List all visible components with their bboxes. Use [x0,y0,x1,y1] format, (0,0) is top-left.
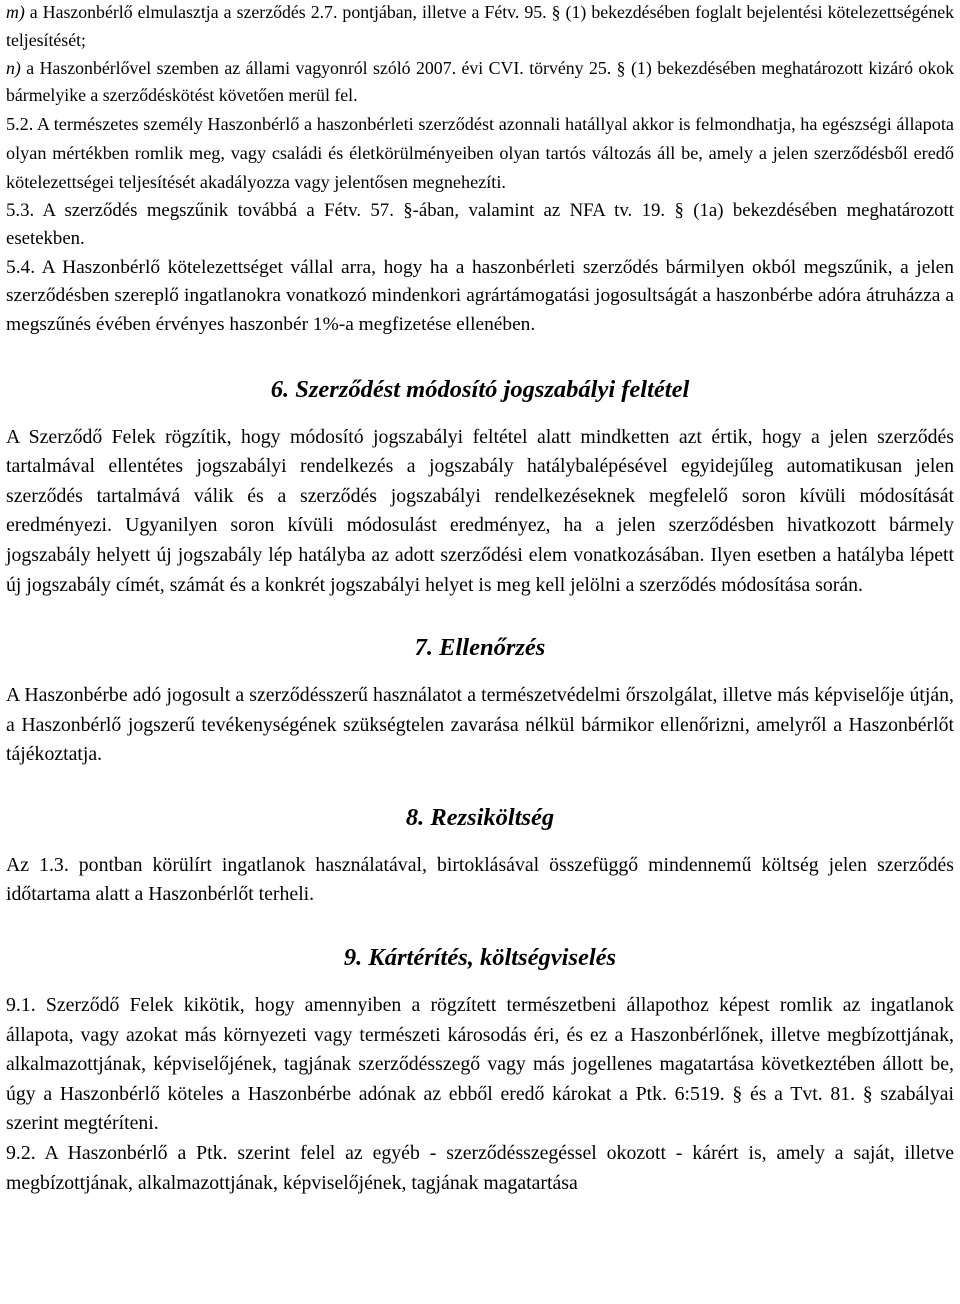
document-page [6,0,954,1198]
paragraph-9-2: 9.2. A Haszonbérlő a Ptk. szerint felel az egyéb - szerződésszegéssel okozott - kárért is, amely a saját, illetve megbízottjának, alkalmazottjának, képviselőjének, tagjának magatartása [6,1142,954,1194]
paragraph-5-2: 5.2. A természetes személy Haszonbérlő a haszonbérleti szerződést azonnali hatállyal akkor is felmondhatja, ha egészségi állapota olyan mértékben romlik meg, vagy családi és életkörülményeiben olyan tartós változás áll be, amely a jelen szerződésből eredő kötelezettségei teljesítését akadályozza vagy jelentősen megnehezíti. [6,114,954,192]
paragraph-5-4: 5.4. A Haszonbérlő kötelezettséget vállal arra, hogy ha a haszonbérleti szerződés bármilyen okból megszűnik, a jelen szerződésben szereplő ingatlanokra vonatkozó mindenkori agrártámogatási jogosultságát a haszonbérbe adóra átruházza a megszűnés évében érvényes haszonbér 1%-a megfizetése ellenében. [6,256,954,335]
list-item-m [6,0,954,55]
list-item-m-label: m) [6,2,25,22]
paragraph-9-1: 9.1. Szerződő Felek kikötik, hogy amennyiben a rögzített természetbeni állapothoz képest romlik az ingatlanok állapota, vagy azokat más környezeti vagy természeti károsodás éri, és ez a Haszonbérlőnek, illetve megbízottjának, alkalmazottjának, képviselőjének, tagjának szerződésszegő vagy más jogellenes magatartása következtében állott be, úgy a Haszonbérlő köteles a Haszonbérbe adónak az ebből eredő károkat a Ptk. 6:519. § és a Tvt. 81. § szabályai szerint megtéríteni. [6,994,954,1135]
section-8-text: Az 1.3. pontban körülírt ingatlanok használatával, birtoklásával összefüggő mindennemű költség jelen szerződés időtartama alatt a Haszonbérlőt terheli. [6,853,954,906]
section-7-text: A Haszonbérbe adó jogosult a szerződésszerű használatot a természetvédelmi őrszolgálat, illetve más képviselője útján, a Haszonbérlő jogszerű tevékenységének szükségtelen zavarása nélkül bármikor ellenőrizni, amelyről a Haszonbérlőt tájékoztatja. [6,684,954,766]
section-9-heading: 9. Kártérítés, költségviselés [343,944,617,972]
list-item-n [6,55,954,111]
section-6-heading: 6. Szerződést módosító jogszabályi feltétel [270,375,690,403]
paragraph-5-3: 5.3. A szerződés megszűnik továbbá a Fétv. 57. §-ában, valamint az NFA tv. 19. § (1a) bekezdésében meghatározott esetekben. [6,199,954,250]
list-item-m-text: a Haszonbérlő elmulasztja a szerződés 2.7. pontjában, illetve a Fétv. 95. § (1) bekezdésében foglalt bejelentési kötelezettségének teljesítését; [6,2,954,50]
section-6-text: A Szerződő Felek rögzítik, hogy módosító jogszabályi feltétel alatt mindketten azt értik, hogy a jelen szerződés tartalmával ellentétes jogszabályi rendelkezés a jogszabály hatálybalépésével egyidejűleg automatikusan jelen szerződés tartalmává válik és a szerződés jogszabályi rendelkezéseknek megfelelő soron kívüli módosítását eredményezi. Ugyanilyen soron kívüli módosulást eredményez, ha a jelen szerződésben hivatkozott bármely jogszabály helyett új jogszabály lép hatályba az adott szerződési elem vonatkozásában. Ilyen esetben a hatályba lépett új jogszabály címét, számát és a konkrét jogszabályi helyet is meg kell jelölni a szerződés módosítása során. [6,425,954,596]
list-item-n-text: a Haszonbérlővel szemben az állami vagyonról szóló 2007. évi CVI. törvény 25. § (1) bekezdésében meghatározott kizáró okok bármelyike a szerződéskötést követően merül fel. [6,57,954,106]
list-item-n-label: n) [6,57,21,78]
section-8-heading: 8. Rezsiköltség [405,803,555,831]
section-7-heading: 7. Ellenőrzés [414,634,546,662]
